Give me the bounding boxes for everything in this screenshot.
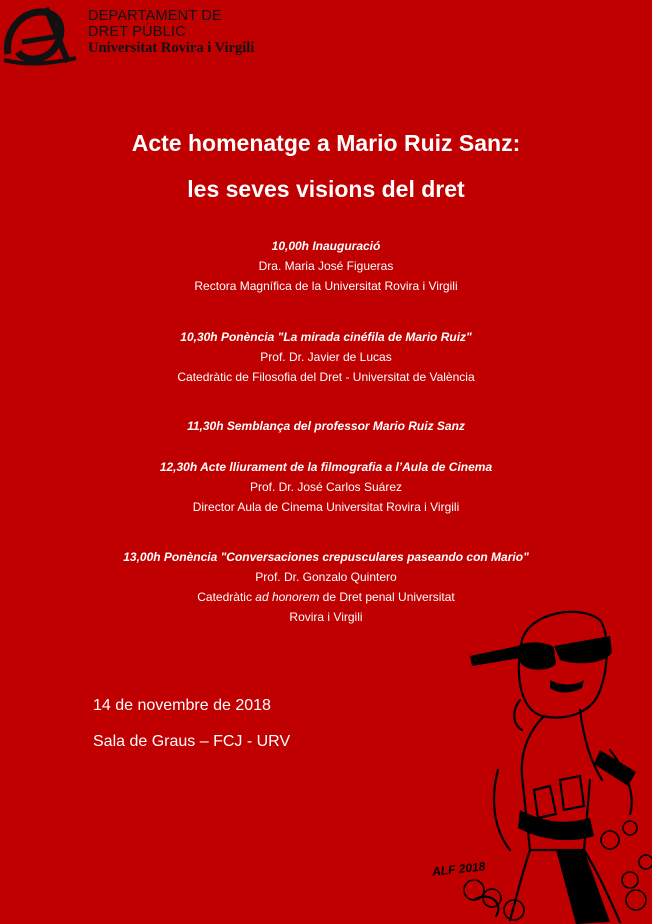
title-line1: Acte homenatge a Mario Ruiz Sanz: xyxy=(131,130,521,156)
program-heading: 10,30h Ponència "La mirada cinéfila de Mario Ruiz" xyxy=(180,330,472,344)
program-line: Rovira i Virgili xyxy=(289,610,363,624)
department-header xyxy=(88,8,254,56)
program-item-semblanca xyxy=(0,416,652,436)
program-line: Rectora Magnífica de la Universitat Rovira i Virgili xyxy=(194,279,458,293)
caricature-illustration xyxy=(460,600,652,924)
program-line: Catedràtic de Filosofia del Dret - Universitat de València xyxy=(177,370,475,384)
program-heading: 10,00h Inauguració xyxy=(271,239,381,253)
caricature-signature: ALF 2018 xyxy=(431,859,486,879)
program-line-italic: ad honorem xyxy=(255,590,320,604)
dept-line2: DRET PÚBLIC xyxy=(88,24,186,40)
dept-line1: DEPARTAMENT DE xyxy=(88,8,222,24)
program-item-ponencia1 xyxy=(0,327,652,387)
event-date: 14 de novembre de 2018 xyxy=(93,697,271,714)
program-item-inauguracio xyxy=(0,236,652,296)
program-line: Prof. Dr. Javier de Lucas xyxy=(260,350,392,364)
program-line: Director Aula de Cinema Universitat Rovira i Virgili xyxy=(192,500,460,514)
program-heading: 11,30h Semblança del professor Mario Ruiz Sanz xyxy=(187,419,465,433)
program-line: Prof. Dr. José Carlos Suárez xyxy=(249,480,403,494)
program-item-lliurament xyxy=(0,457,652,517)
urv-logo xyxy=(0,2,80,68)
program-line: Dra. Maria José Figueras xyxy=(258,259,394,273)
program-line: Prof. Dr. Gonzalo Quintero xyxy=(255,570,397,584)
university-name: Universitat Rovira i Virgili xyxy=(88,40,255,56)
program-heading: 12,30h Acte lliurament de la filmografia a l’Aula de Cinema xyxy=(159,460,493,474)
title-line2: les seves visions del dret xyxy=(187,176,465,202)
program-line-pre: Catedràtic xyxy=(197,590,256,604)
program-line-post: de Dret penal Universitat xyxy=(319,590,455,604)
event-place: Sala de Graus – FCJ - URV xyxy=(93,733,291,750)
program-heading: 13,00h Ponència "Conversaciones crepusculares paseando con Mario" xyxy=(123,550,529,564)
